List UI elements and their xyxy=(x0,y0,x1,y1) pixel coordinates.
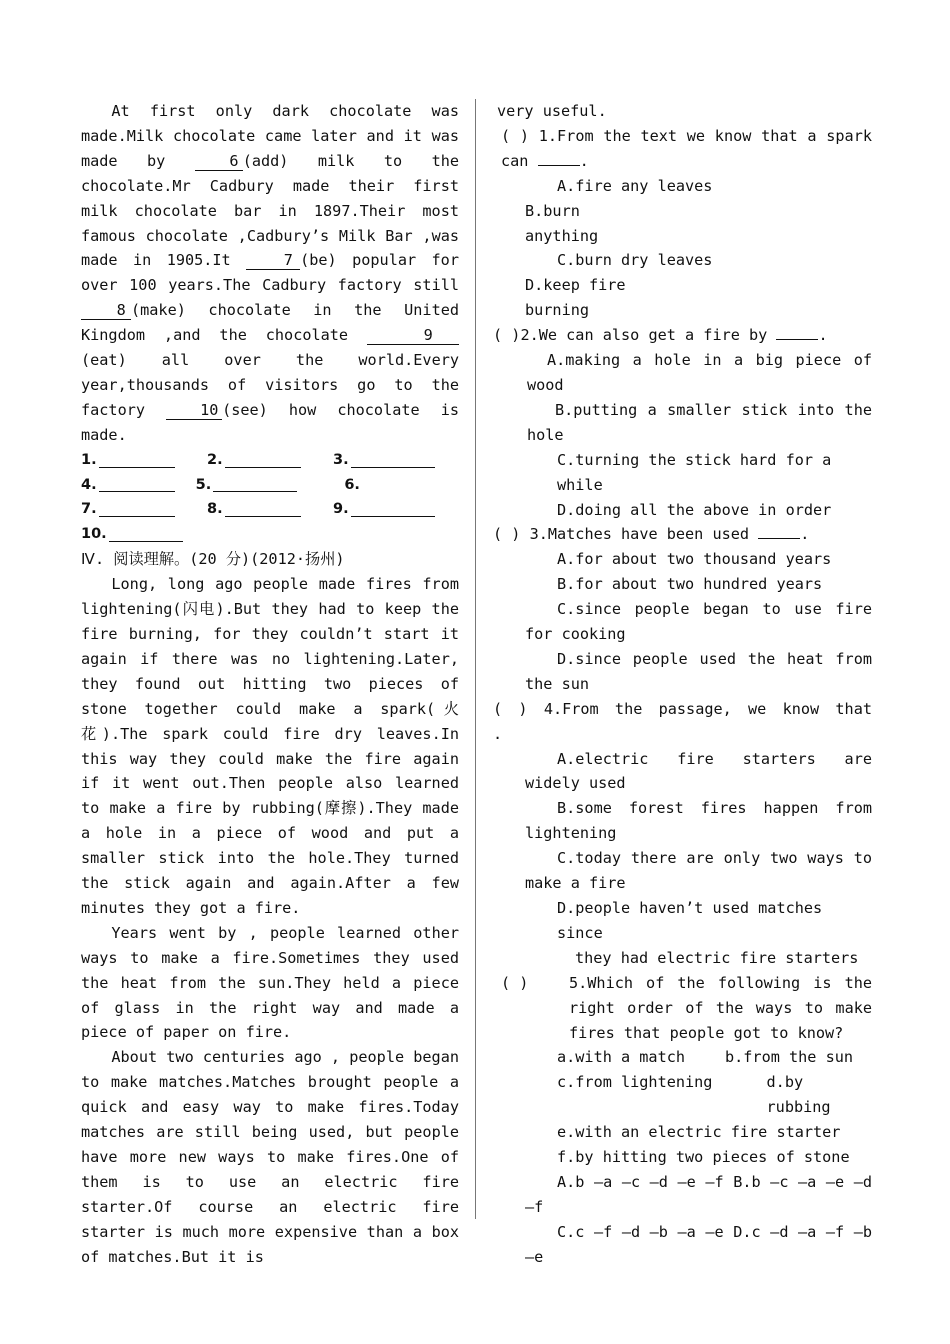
answer-line-5[interactable] xyxy=(196,473,311,498)
item-row xyxy=(497,1070,872,1120)
option-d[interactable]: D.people haven’t used matches since xyxy=(557,899,823,942)
options-ab xyxy=(497,1170,872,1220)
answer-number: 5. xyxy=(195,476,212,493)
question-stem: 4.From the passage, we know that xyxy=(543,699,872,718)
option-row xyxy=(497,248,872,323)
item-row xyxy=(497,1045,872,1070)
blank-6[interactable]: 6 xyxy=(195,152,243,171)
passage-text: (see) how chocolate is made. xyxy=(81,400,459,444)
question-5 xyxy=(497,971,872,1270)
right-column xyxy=(493,99,872,1270)
option-d[interactable]: D.c —d —a —f —b —e xyxy=(525,1222,872,1266)
option-d[interactable]: D.keep fire burning xyxy=(525,276,626,320)
answer-number: 1. xyxy=(81,451,97,468)
cloze-passage xyxy=(81,99,459,448)
blank-8[interactable]: 8 xyxy=(81,301,131,320)
answer-number: 6. xyxy=(344,476,360,493)
answer-line-2[interactable] xyxy=(207,448,333,473)
section-heading: Ⅳ. 阅读理解。(20 分)(2012·扬州) xyxy=(81,550,345,569)
answer-paren[interactable]: ( ) xyxy=(493,326,521,345)
answer-line-9[interactable] xyxy=(333,497,459,522)
option-a[interactable]: A.b —a —c —d —e —f xyxy=(557,1172,724,1191)
passage-text: (add) milk to the chocolate.Mr Cadbury made their first milk chocolate bar in 1897.Their most famous chocolate ,Cadbury’s Milk Bar ,was made in 1905.It xyxy=(81,151,459,270)
answer-number: 4. xyxy=(81,476,97,493)
stem-end: . xyxy=(493,724,503,743)
answer-line-4[interactable] xyxy=(81,473,196,498)
question-stem: 1.From the text we know that a spark can xyxy=(501,126,872,170)
option-row xyxy=(497,174,872,249)
option-a[interactable]: A.making a hole in a big piece of wood xyxy=(527,351,872,394)
option-b[interactable]: B.some forest fires happen from lightening xyxy=(525,799,872,843)
option-d[interactable]: D.since people used the heat from the sun xyxy=(525,649,872,693)
reading-paragraph-3-end: very useful. xyxy=(497,102,607,120)
option-b[interactable]: B.b —c —a —e —d —f xyxy=(525,1172,872,1216)
answer-line-6[interactable] xyxy=(310,473,459,498)
answer-paren[interactable]: ( ) xyxy=(493,699,528,718)
option-b[interactable]: B.burn anything xyxy=(525,201,599,245)
answer-line-3[interactable] xyxy=(333,448,459,473)
question-stem: 2.We can also get a fire by xyxy=(520,326,777,345)
item-a: a.with a match xyxy=(557,1048,686,1067)
option-a[interactable]: A.electric fire starters are widely used xyxy=(525,749,872,793)
stem-end: . xyxy=(818,326,828,345)
stem-blank[interactable] xyxy=(538,151,580,166)
option-c[interactable]: C.today there are only two ways to make a fire xyxy=(525,849,872,893)
option-a[interactable]: A.for about two thousand years xyxy=(557,550,832,569)
stem-end: . xyxy=(800,525,810,544)
answer-paren[interactable]: ( ) xyxy=(501,973,529,992)
answer-number: 9. xyxy=(333,501,349,518)
option-c[interactable]: C.turning the stick hard for a while xyxy=(557,450,832,494)
item-d: d.by rubbing xyxy=(766,1073,831,1117)
item-b: b.from the sun xyxy=(725,1048,854,1067)
answer-lines xyxy=(81,448,459,548)
left-column xyxy=(81,99,459,1270)
reading-paragraph-1: Long, long ago people made fires from lightening(闪电).But they had to keep the fire burning, for they couldn’t start it again if there was no lightening.Later, they found out hitting two pieces of stone together could make a spark(火花).The spark could fire dry leaves.In this way they could make the fire again if it went out.Then people also learned to make a fire by rubbing(摩擦).They made a hole in a piece of wood and put a smaller stick into the hole.They turned the stick again and again.After a few minutes they got a fire. xyxy=(81,575,459,917)
column-divider xyxy=(475,99,476,1219)
item-f: f.by hitting two pieces of stone xyxy=(557,1148,850,1167)
item-c: c.from lightening xyxy=(557,1073,713,1092)
passage-text: (eat) all over the world.Every year,thousands of visitors go to the factory xyxy=(81,351,459,419)
answer-paren[interactable]: ( ) xyxy=(493,525,521,544)
option-a[interactable]: A.fire any leaves xyxy=(557,176,713,195)
passage-text: (be) popular for over 100 years.The Cadbury factory still xyxy=(81,251,459,295)
option-b[interactable]: B.putting a smaller stick into the hole xyxy=(527,400,872,444)
option-d-continued: they had electric fire starters xyxy=(575,948,859,967)
question-stem: 3.Matches have been used xyxy=(529,525,759,544)
option-b[interactable]: B.for about two hundred years xyxy=(557,575,823,594)
stem-blank[interactable] xyxy=(758,524,800,539)
stem-end: . xyxy=(579,151,589,170)
answer-paren[interactable]: ( ) xyxy=(501,126,530,145)
passage-text: At first only dark chocolate was made.Milk chocolate came later and it was made by xyxy=(81,102,459,170)
option-c[interactable]: C.since people began to use fire for cooking xyxy=(525,600,872,644)
question-4 xyxy=(493,697,872,971)
blank-10[interactable]: 10 xyxy=(166,401,222,420)
blank-9[interactable]: 9 xyxy=(367,326,459,345)
reading-paragraph-2: Years went by , people learned other ways to make a fire.Sometimes they used the heat from the sun.They held a piece of glass in the right way and made a piece of paper on fire. xyxy=(81,923,459,1042)
question-1 xyxy=(497,124,872,323)
question-stem: 5.Which of the following is the right order of the ways to make fires that people got to know? xyxy=(569,973,872,1042)
answer-number: 8. xyxy=(207,501,223,518)
item-e: e.with an electric fire starter xyxy=(557,1123,841,1142)
question-3 xyxy=(493,522,872,696)
options-cd xyxy=(497,1220,872,1270)
answer-number: 10. xyxy=(81,526,107,543)
reading-paragraph-3: About two centuries ago , people began to make matches.Matches brought people a quick and easy way to make fires.Today matches are still being used, but people have more new ways to make fires.One of them is to use an electric fire starter.Of course an electric fire starter is much more expensive than a box of matches.But it is xyxy=(81,1048,459,1266)
answer-number: 2. xyxy=(207,451,223,468)
option-c[interactable]: C.c —f —d —b —a —e xyxy=(557,1222,724,1241)
answer-line-8[interactable] xyxy=(207,497,333,522)
answer-line-10[interactable] xyxy=(81,522,215,547)
question-2 xyxy=(493,323,872,522)
answer-number: 3. xyxy=(333,451,349,468)
answer-number: 7. xyxy=(81,501,97,518)
answer-line-7[interactable] xyxy=(81,497,207,522)
option-d[interactable]: D.doing all the above in order xyxy=(557,500,832,519)
passage-text: (make) chocolate in the United Kingdom ,and the chocolate xyxy=(81,301,459,345)
answer-line-1[interactable] xyxy=(81,448,207,473)
blank-7[interactable]: 7 xyxy=(246,251,300,270)
stem-blank[interactable] xyxy=(776,325,818,340)
option-c[interactable]: C.burn dry leaves xyxy=(557,251,713,270)
